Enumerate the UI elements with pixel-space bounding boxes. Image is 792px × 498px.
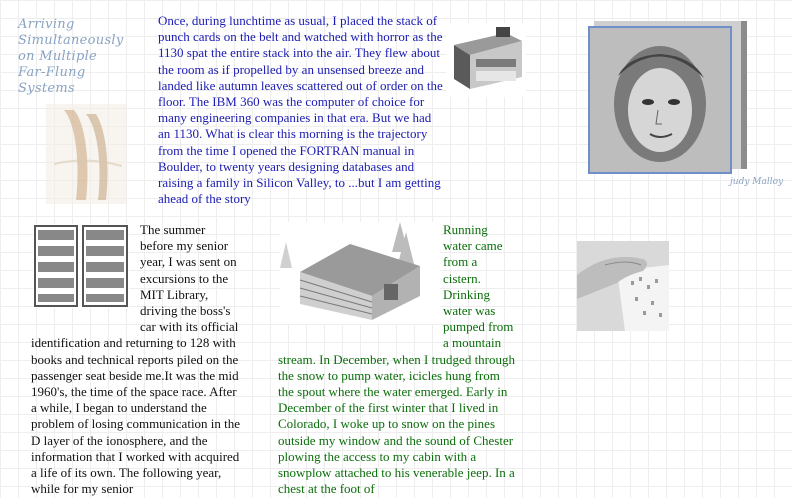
author-signature: judy Malloy [730,177,784,187]
ibm-1130-computer-image [446,23,526,97]
story-paragraph-top: Once, during lunchtime as usual, I placed the stack of punch cards on the belt and watched with horror as the 1130 spat the entire stack into the air. They flew about the room as if propelled by an unsensed breeze and landed like autumn leaves scattered out of order on the floor. The IBM 360 was the computer of choice for many engineering companies in that era. But we had an 1130. What is clear this morning is the trajectory from the time I opened the FORTRAN manual in Boulder, to twenty years designing databases and raising a family in Silicon Valley, to ...but I am getting ahead of the story [158,13,443,207]
image-float-spacer [31,222,140,332]
story-paragraph-left-wrap [31,222,241,497]
story-paragraph-right-wrap [278,222,518,497]
title-line: Simultaneously [18,33,124,48]
woman-portrait-image [588,26,732,174]
title-line: on Multiple [18,49,98,64]
story-paragraph-left: The summer before my senior year, I was sent on excursions to the MIT Library, driving the boss's car with its official identification and returning to 128 with books and technical reports piled on the passenger seat beside me.It was the mid 1960's, the time of the space race. After a while, I began to understand the problem of losing communication in the D layer of the ionosphere, and the information that I worked with acquired a life of its own. The following year, while for my senior [31,222,241,497]
title-line: Far-Flung [18,65,86,80]
image-float-spacer [278,222,443,350]
story-paragraph-right: Running water came from a cistern. Drinking water was pumped from a mountain stream. In December, when I trudged through the snow to pump water, icicles hung from the spout where the water emerged. Early in December of the first winter that I lived in Colorado, I woke up to snow on the pines outside my window and the sound of Chester plowing the access to my cabin with a snowplow attached to his venerable jeep. In a chest at the foot of [278,222,516,497]
site-title [18,17,136,97]
canoe-image [46,104,126,204]
hand-holding-punch-card-image [577,241,669,331]
title-line: Arriving [18,17,75,32]
title-line: Systems [18,81,75,96]
